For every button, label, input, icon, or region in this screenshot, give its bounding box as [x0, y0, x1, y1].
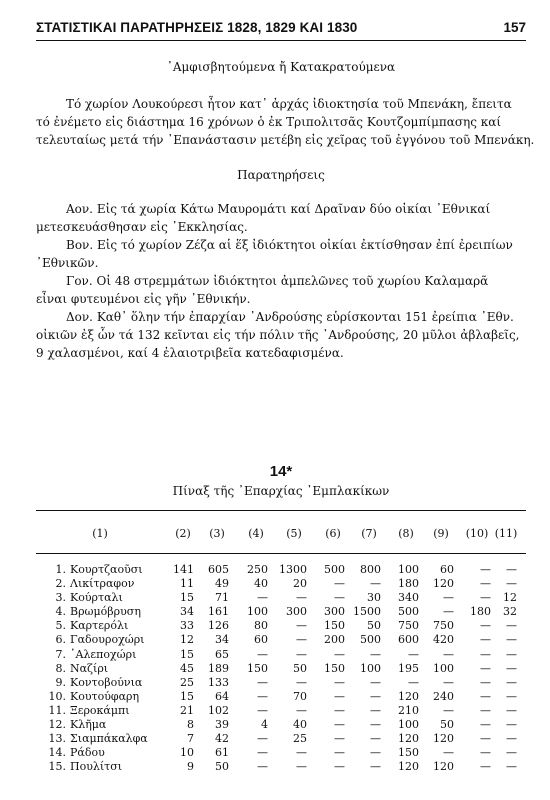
table-top-rule [36, 510, 526, 511]
table-cell: — [506, 647, 517, 661]
row-number: 13. [48, 732, 66, 746]
table-cell: — [370, 689, 381, 703]
column-header: (1) [92, 527, 108, 540]
table-cell: — [443, 746, 454, 760]
table-cell: — [443, 605, 454, 619]
table-cell: — [506, 619, 517, 633]
table-cell: — [296, 591, 307, 605]
table-cell: — [480, 703, 491, 717]
table-cell: — [443, 703, 454, 717]
table-cell: 150 [324, 661, 345, 675]
table-cell: 34 [215, 633, 229, 647]
table-cell: — [334, 703, 345, 717]
table-row [0, 605, 550, 619]
table-title: Πίναξ τῆς ᾽Επαρχίας ᾽Εμπλακίκων [172, 484, 390, 498]
table-cell: 100 [247, 605, 268, 619]
table-cell: 40 [254, 577, 268, 591]
table-cell: — [334, 675, 345, 689]
table-cell: 80 [254, 619, 268, 633]
table-cell: 500 [360, 633, 381, 647]
village-name: Ναζίρι [70, 661, 109, 675]
table-cell: 750 [398, 619, 419, 633]
table-cell: 15 [180, 591, 194, 605]
table-cell: 750 [433, 619, 454, 633]
table-cell: 605 [208, 563, 229, 576]
row-number: 14. [48, 746, 66, 760]
table-cell: 161 [208, 605, 229, 619]
row-number: 7. [55, 647, 66, 661]
table-cell: — [257, 760, 268, 774]
table-cell: 250 [247, 563, 268, 576]
table-cell: 4 [261, 718, 268, 732]
table-header-row [0, 527, 550, 543]
table-cell: — [408, 675, 419, 689]
table-cell: — [257, 591, 268, 605]
village-name: Ράδου [70, 746, 105, 760]
village-name: Λικίτραφον [70, 577, 135, 591]
table-cell: 420 [433, 633, 454, 647]
running-header [36, 18, 526, 41]
table-cell: 20 [293, 577, 307, 591]
table-cell: 34 [180, 605, 194, 619]
text-line: 9 χαλασμένοι, καί 4 ἐλαιοτριβεῖα κατεδαφισμένα. [36, 346, 344, 360]
row-number: 10. [48, 689, 66, 703]
text-line: μετεσκευάσθησαν εἰς ᾽Εκκλησίας. [36, 220, 248, 234]
table-cell: 7 [187, 732, 194, 746]
table-row [0, 633, 550, 647]
table-cell: 21 [180, 703, 194, 717]
table-cell: — [334, 718, 345, 732]
table-cell: — [257, 689, 268, 703]
table-cell: — [443, 675, 454, 689]
table-cell: 12 [503, 591, 517, 605]
table-cell: 50 [293, 661, 307, 675]
table-cell: 8 [187, 718, 194, 732]
table-cell: — [296, 633, 307, 647]
table-cell: 120 [398, 760, 419, 774]
table-cell: 500 [398, 605, 419, 619]
column-header: (6) [325, 527, 341, 540]
table-cell: 600 [398, 633, 419, 647]
table-cell: — [370, 647, 381, 661]
table-cell: 100 [398, 563, 419, 576]
row-number: 4. [55, 605, 66, 619]
table-cell: — [334, 591, 345, 605]
table-cell: 70 [293, 689, 307, 703]
table-row [0, 563, 550, 577]
table-cell: — [257, 703, 268, 717]
table-cell: — [257, 647, 268, 661]
column-header: (7) [361, 527, 377, 540]
table-row [0, 718, 550, 732]
table-cell: 126 [208, 619, 229, 633]
page-number: 157 [503, 20, 526, 35]
table-cell: — [334, 577, 345, 591]
table-cell: — [480, 647, 491, 661]
table-cell: 42 [215, 732, 229, 746]
table-cell: — [296, 675, 307, 689]
table-row [0, 577, 550, 591]
table-cell: — [334, 746, 345, 760]
table-row [0, 704, 550, 718]
table-cell: 150 [324, 619, 345, 633]
text-line: τό ἐνέμετο εἰς διάστημα 16 χρόνων ὁ ἐκ Τριπολιτσᾶς Κουτζομπίμπασης καί [36, 115, 502, 129]
table-cell: — [506, 577, 517, 591]
village-name: Ξεροκάμπι [70, 703, 130, 717]
row-number: 6. [55, 633, 66, 647]
table-row [0, 591, 550, 605]
table-cell: 12 [180, 633, 194, 647]
row-number: 5. [55, 619, 66, 633]
table-cell: — [443, 591, 454, 605]
table-cell: — [296, 760, 307, 774]
text-line: Βον. Εἰς τό χωρίον Ζέζα αἱ ἕξ ἰδιόκτητοι οἰκίαι ἐκτίσθησαν ἐπί ἐρειπίων [66, 238, 513, 252]
table-cell: — [506, 732, 517, 746]
village-name: Κουρτζαοῦσι [70, 563, 143, 576]
table-cell: — [506, 633, 517, 647]
village-name: Κούρταλι [70, 591, 123, 605]
village-name: Κοντοβούνια [70, 675, 143, 689]
table-cell: — [370, 718, 381, 732]
table-cell: 32 [503, 605, 517, 619]
row-number: 1. [55, 563, 66, 576]
table-cell: — [506, 661, 517, 675]
table-cell: 45 [180, 661, 194, 675]
table-cell: 189 [208, 661, 229, 675]
table-cell: — [443, 647, 454, 661]
paragraph-disputed [36, 95, 535, 149]
table-cell: — [296, 703, 307, 717]
table-cell: — [480, 577, 491, 591]
village-name: Κουτούφαρη [70, 689, 140, 703]
table-cell: — [257, 732, 268, 746]
row-number: 2. [55, 577, 66, 591]
village-name: Κλῆμα [70, 718, 107, 732]
table-cell: 33 [180, 619, 194, 633]
column-header: (9) [433, 527, 449, 540]
table-cell: 25 [180, 675, 194, 689]
table-cell: 49 [215, 577, 229, 591]
table-cell: 133 [208, 675, 229, 689]
table-row [0, 648, 550, 662]
row-number: 3. [55, 591, 66, 605]
row-number: 8. [55, 661, 66, 675]
text-line: Γον. Οἱ 48 στρεμμάτων ἰδιόκτητοι ἀμπελῶνες τοῦ χωρίου Καλαμαρᾶ [66, 274, 489, 288]
column-header: (11) [494, 527, 518, 540]
text-line: Αον. Εἰς τά χωρία Κάτω Μαυρομάτι καί Δραῖναν δύο οἰκίαι ᾽Εθνικαί [66, 202, 491, 216]
section-title-observations: Παρατηρήσεις [237, 168, 325, 182]
table-cell: 64 [215, 689, 229, 703]
table-cell: — [480, 591, 491, 605]
table-cell: 102 [208, 703, 229, 717]
table-cell: — [334, 689, 345, 703]
column-header: (10) [465, 527, 489, 540]
table-cell: — [334, 647, 345, 661]
table-cell: 120 [433, 577, 454, 591]
table-cell: — [506, 675, 517, 689]
table-cell: 150 [247, 661, 268, 675]
table-cell: — [480, 633, 491, 647]
table-cell: — [506, 718, 517, 732]
village-name: Σιαμπάκαλφα [70, 732, 148, 746]
table-row [0, 662, 550, 676]
table-cell: 100 [433, 661, 454, 675]
row-number: 12. [48, 718, 66, 732]
table-cell: — [480, 718, 491, 732]
table-cell: 240 [433, 689, 454, 703]
table-cell: — [296, 746, 307, 760]
table-cell: 1300 [279, 563, 307, 576]
table-cell: 120 [433, 732, 454, 746]
column-header: (4) [248, 527, 264, 540]
table-cell: 150 [398, 746, 419, 760]
table-cell: 50 [215, 760, 229, 774]
table-row [0, 746, 550, 760]
text-line: οἰκιῶν ἐξ ὧν τά 132 κεῖνται εἰς τήν πόλιν τῆς ᾽Ανδρούσης, 20 μῦλοι ἀβλαβεῖς, [36, 328, 520, 342]
table-cell: — [334, 732, 345, 746]
table-cell: — [257, 746, 268, 760]
table-cell: 120 [398, 732, 419, 746]
table-cell: 15 [180, 647, 194, 661]
table-cell: 71 [215, 591, 229, 605]
table-cell: — [506, 563, 517, 576]
text-line: τελευταίως μετά τήν ᾽Επανάστασιν μετέβη εἰς χεῖρας τοῦ ἐγγόνου τοῦ Μπενάκη. [36, 133, 535, 147]
table-row [0, 690, 550, 704]
village-name: Πουλίτσι [70, 760, 123, 774]
note-b [36, 236, 526, 272]
table-cell: 40 [293, 718, 307, 732]
table-header-rule [36, 553, 526, 554]
table-cell: 120 [433, 760, 454, 774]
note-a [36, 200, 526, 236]
village-name: Βρωμόβρυση [70, 605, 141, 619]
table-cell: 500 [324, 563, 345, 576]
note-d [36, 308, 526, 362]
table-cell: 200 [324, 633, 345, 647]
table-cell: — [257, 675, 268, 689]
table-cell: — [370, 675, 381, 689]
header-title: ΣΤΑΤΙΣΤΙΚΑΙ ΠΑΡΑΤΗΡΗΣΕΙΣ 1828, 1829 ΚΑΙ 1830 [36, 20, 358, 35]
table-cell: — [480, 689, 491, 703]
table-cell: — [480, 563, 491, 576]
table-cell: — [334, 760, 345, 774]
column-header: (3) [209, 527, 225, 540]
table-cell: 210 [398, 703, 419, 717]
table-cell: — [480, 746, 491, 760]
table-cell: — [506, 760, 517, 774]
table-cell: 50 [440, 718, 454, 732]
table-body [0, 563, 550, 774]
table-cell: — [480, 732, 491, 746]
table-cell: — [480, 619, 491, 633]
village-name: Καρτερόλι [70, 619, 129, 633]
table-cell: 25 [293, 732, 307, 746]
table-cell: — [370, 703, 381, 717]
table-cell: 39 [215, 718, 229, 732]
table-cell: — [370, 760, 381, 774]
table-cell: 65 [215, 647, 229, 661]
table-cell: 60 [254, 633, 268, 647]
row-number: 15. [48, 760, 66, 774]
note-c [36, 272, 526, 308]
table-cell: 180 [470, 605, 491, 619]
table-cell: 180 [398, 577, 419, 591]
table-cell: 10 [180, 746, 194, 760]
table-row [0, 760, 550, 774]
table-cell: — [370, 577, 381, 591]
column-header: (2) [175, 527, 191, 540]
text-line: Δον. Καθ᾽ ὅλην τήν ἐπαρχίαν ᾽Ανδρούσης εὑρίσκονται 151 ἐρείπια ᾽Εθν. [66, 310, 514, 324]
table-cell: — [506, 746, 517, 760]
table-cell: 1500 [353, 605, 381, 619]
table-number: 14* [269, 463, 293, 480]
text-line: Τό χωρίον Λουκούρεσι ἦτον κατ᾽ ἀρχάς ἰδιοκτησία τοῦ Μπενάκη, ἔπειτα [66, 97, 512, 111]
table-row [0, 619, 550, 633]
row-number: 9. [55, 675, 66, 689]
table-cell: 15 [180, 689, 194, 703]
table-cell: 300 [324, 605, 345, 619]
table-cell: 800 [360, 563, 381, 576]
table-cell: — [370, 732, 381, 746]
table-cell: — [408, 647, 419, 661]
table-cell: — [480, 675, 491, 689]
village-name: ᾽Αλεποχώρι [70, 647, 137, 661]
text-line: ᾽Εθνικῶν. [36, 256, 99, 270]
table-cell: — [506, 703, 517, 717]
table-cell: 141 [173, 563, 194, 576]
table-cell: — [296, 647, 307, 661]
table-cell: 50 [367, 619, 381, 633]
village-name: Γαδουροχώρι [70, 633, 145, 647]
table-cell: 100 [360, 661, 381, 675]
column-header: (5) [286, 527, 302, 540]
section-title-disputed: ᾽Αμφισβητούμενα ἤ Κατακρατούμενα [166, 60, 396, 74]
table-cell: — [480, 760, 491, 774]
table-cell: 300 [286, 605, 307, 619]
table-cell: — [480, 661, 491, 675]
table-cell: — [506, 689, 517, 703]
table-cell: 100 [398, 718, 419, 732]
table-cell: — [370, 746, 381, 760]
table-cell: — [296, 619, 307, 633]
column-header: (8) [398, 527, 414, 540]
table-cell: 11 [180, 577, 194, 591]
table-cell: 120 [398, 689, 419, 703]
table-cell: 195 [398, 661, 419, 675]
row-number: 11. [48, 703, 66, 717]
table-cell: 30 [367, 591, 381, 605]
table-cell: 340 [398, 591, 419, 605]
text-line: εἶναι φυτευμένοι εἰς γῆν ᾽Εθνικήν. [36, 292, 251, 306]
table-row [0, 676, 550, 690]
table-row [0, 732, 550, 746]
table-cell: 61 [215, 746, 229, 760]
table-cell: 60 [440, 563, 454, 576]
table-cell: 9 [187, 760, 194, 774]
